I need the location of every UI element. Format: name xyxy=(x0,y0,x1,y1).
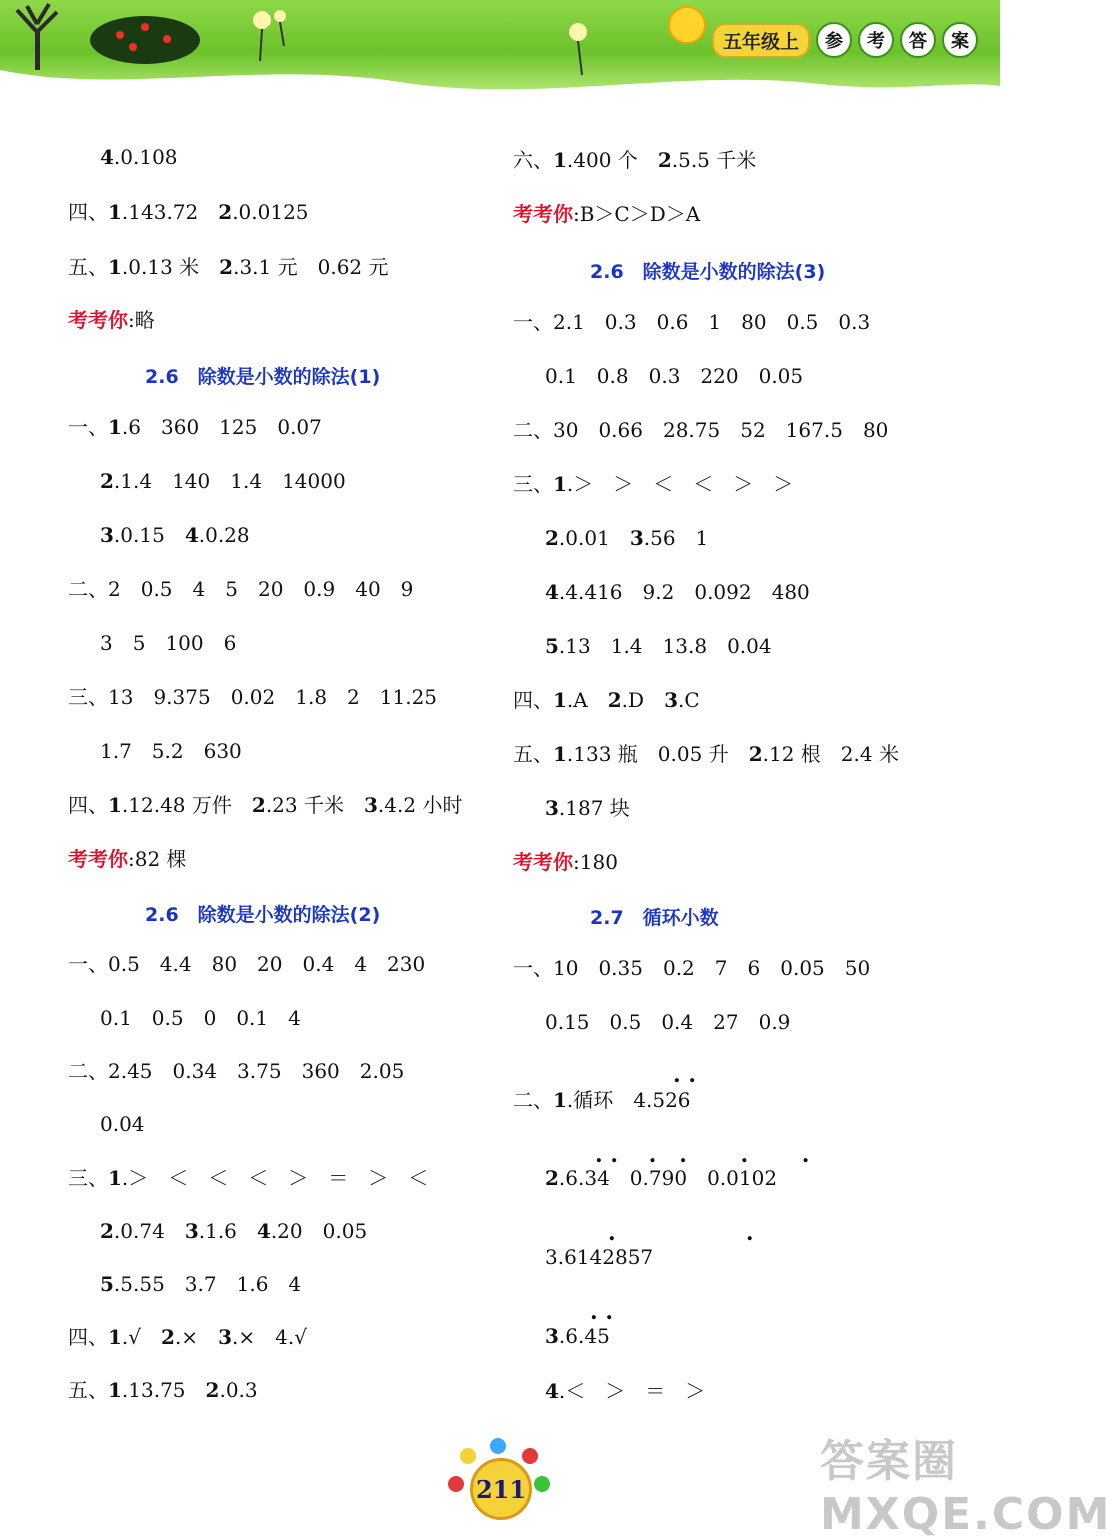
answer-line xyxy=(68,577,413,601)
question-group-label: 二、 xyxy=(68,577,108,601)
question-group-label: 五、 xyxy=(68,1378,108,1402)
answer-line xyxy=(545,634,772,658)
answer-text: .187 块 xyxy=(558,796,630,820)
answer-text: 3.6142857 xyxy=(545,1245,654,1269)
answer-text: .＜ ＞ ＝ ＞ xyxy=(558,1379,706,1403)
answer-text: .× xyxy=(174,1325,219,1349)
title-char: 参 xyxy=(816,22,852,58)
answer-line xyxy=(513,418,888,442)
question-number: 1 xyxy=(108,1378,122,1402)
answer-text: 10 0.35 0.2 7 6 0.05 50 xyxy=(553,956,871,980)
question-number: 2 xyxy=(218,200,233,224)
answer-text: 0.1 0.8 0.3 220 0.05 xyxy=(545,364,804,388)
answer-line xyxy=(513,1088,691,1112)
question-group-label: 一、 xyxy=(68,952,108,976)
answer-text: .0.108 xyxy=(113,145,178,169)
answer-text: .0.0125 xyxy=(232,200,309,224)
answer-line xyxy=(100,1006,301,1030)
question-number: 2 xyxy=(607,688,622,712)
answer-line xyxy=(513,148,756,172)
answer-text: 2 0.5 4 5 20 0.9 40 9 xyxy=(108,577,414,601)
recurring-dots: . . xyxy=(590,1299,613,1325)
answer-line xyxy=(545,526,708,550)
answer-text: .5.5 千米 xyxy=(671,148,757,172)
question-number: 4 xyxy=(545,580,559,604)
answer-line xyxy=(100,631,236,655)
answer-text: .6.45 xyxy=(558,1324,610,1348)
question-number: 2 xyxy=(100,469,114,493)
answer-text: .3.1 元 0.62 元 xyxy=(233,255,389,279)
section-heading: 2.6 除数是小数的除法(1) xyxy=(145,366,381,388)
answer-line xyxy=(68,1325,307,1349)
question-group-label: 三、 xyxy=(68,1166,108,1190)
answer-text: .400 个 xyxy=(566,148,658,172)
watermark-logo: 答案圈 MXQE.COM xyxy=(820,1436,1111,1540)
answer-line xyxy=(68,255,389,279)
challenge-answer xyxy=(68,308,155,332)
question-group-label: 五、 xyxy=(68,255,108,279)
title-char: 答 xyxy=(900,22,936,58)
answer-line xyxy=(545,1379,705,1403)
answer-text: 0.15 0.5 0.4 27 0.9 xyxy=(545,1010,791,1034)
challenge-value: :略 xyxy=(128,308,155,332)
answer-line xyxy=(545,1166,777,1190)
question-number: 2 xyxy=(205,1378,220,1402)
answer-line xyxy=(513,742,899,766)
section-heading: 2.6 除数是小数的除法(3) xyxy=(590,261,826,283)
answer-text: .0.3 xyxy=(219,1378,258,1402)
recurring-dots: . . xyxy=(673,1062,696,1088)
answer-line xyxy=(100,739,242,763)
answer-text: 1.7 5.2 630 xyxy=(100,739,242,763)
question-number: 2 xyxy=(251,793,266,817)
recurring-dots: . . xyxy=(608,1220,754,1246)
answer-line xyxy=(68,952,425,976)
answer-line xyxy=(545,364,803,388)
challenge-value: :82 棵 xyxy=(128,847,187,871)
answer-text: .56 1 xyxy=(643,526,709,550)
question-number: 3 xyxy=(100,523,114,547)
title-char: 考 xyxy=(858,22,894,58)
answer-line xyxy=(545,1324,610,1348)
answer-text: .0.74 xyxy=(113,1219,185,1243)
answer-text: .133 瓶 0.05 升 xyxy=(566,742,749,766)
wheel-seat-icon xyxy=(460,1448,476,1464)
answer-text: 0.5 4.4 80 20 0.4 4 230 xyxy=(108,952,426,976)
answer-text: .C xyxy=(677,688,700,712)
flower-icon xyxy=(240,6,300,66)
question-group-label: 四、 xyxy=(68,793,108,817)
wheel-seat-icon xyxy=(448,1476,464,1492)
answer-line xyxy=(68,415,322,439)
question-number: 5 xyxy=(100,1272,114,1296)
question-number: 2 xyxy=(100,1219,114,1243)
question-number: 1 xyxy=(553,148,567,172)
answer-line xyxy=(545,1245,653,1269)
title-char: 案 xyxy=(942,22,978,58)
question-group-label: 二、 xyxy=(513,1088,553,1112)
answer-text: .0.28 xyxy=(198,523,250,547)
section-heading: 2.7 循环小数 xyxy=(590,907,719,929)
question-number: 3 xyxy=(545,796,559,820)
flower-icon xyxy=(560,20,600,80)
answer-text: 0.04 xyxy=(100,1112,145,1136)
answer-text: .4.2 小时 xyxy=(377,793,463,817)
answer-text: .1.6 xyxy=(198,1219,257,1243)
answer-text: .0.13 米 xyxy=(121,255,220,279)
answer-text: .0.01 xyxy=(558,526,630,550)
question-number: 2 xyxy=(219,255,234,279)
question-number: 1 xyxy=(108,793,122,817)
recurring-dots: . . . . . . xyxy=(595,1142,810,1168)
answer-line xyxy=(100,1112,145,1136)
question-number: 3 xyxy=(364,793,378,817)
banner-wave-decoration xyxy=(0,60,1000,105)
grade-label: 五年级上 xyxy=(712,23,810,58)
answer-text: .D xyxy=(621,688,665,712)
answer-line xyxy=(68,685,437,709)
answer-title xyxy=(712,22,978,58)
question-group-label: 四、 xyxy=(68,1325,108,1349)
answer-text: .1.4 140 1.4 14000 xyxy=(113,469,346,493)
answer-line xyxy=(100,145,178,169)
answer-text: .6 360 125 0.07 xyxy=(121,415,322,439)
question-number: 1 xyxy=(108,255,122,279)
answer-text: 0.1 0.5 0 0.1 4 xyxy=(100,1006,301,1030)
question-group-label: 四、 xyxy=(513,688,553,712)
answer-line xyxy=(513,310,870,334)
question-number: 1 xyxy=(108,1166,122,1190)
question-number: 4 xyxy=(256,1219,271,1243)
answer-line xyxy=(513,688,700,712)
question-number: 4 xyxy=(184,523,199,547)
answer-text: .√ xyxy=(121,1325,162,1349)
answer-text: .13.75 xyxy=(121,1378,206,1402)
challenge-answer xyxy=(513,202,700,226)
question-number: 1 xyxy=(553,742,567,766)
question-group-label: 一、 xyxy=(513,956,553,980)
question-group-label: 五、 xyxy=(513,742,553,766)
answer-line xyxy=(513,472,793,496)
question-number: 2 xyxy=(545,526,559,550)
wheel-seat-icon xyxy=(490,1438,506,1454)
answer-text: 3 5 100 6 xyxy=(100,631,237,655)
challenge-answer xyxy=(513,850,618,874)
question-number: 3 xyxy=(218,1325,232,1349)
answer-text: .4.416 9.2 0.092 480 xyxy=(558,580,810,604)
bush-icon xyxy=(85,5,205,65)
question-number: 1 xyxy=(553,1088,567,1112)
question-number: 2 xyxy=(748,742,763,766)
question-group-label: 三、 xyxy=(68,685,108,709)
answer-text: 30 0.66 28.75 52 167.5 80 xyxy=(553,418,889,442)
answer-text: .12.48 万件 xyxy=(121,793,252,817)
answer-line xyxy=(100,523,250,547)
answer-line xyxy=(545,796,630,820)
answer-text: .＞ ＞ ＜ ＜ ＞ ＞ xyxy=(566,472,794,496)
tree-icon xyxy=(5,2,75,72)
challenge-value: :180 xyxy=(573,850,618,874)
question-number: 5 xyxy=(545,634,559,658)
question-number: 1 xyxy=(108,415,122,439)
answer-text: .12 根 2.4 米 xyxy=(762,742,899,766)
question-number: 2 xyxy=(545,1166,559,1190)
page-number: 211 xyxy=(470,1458,532,1520)
question-number: 2 xyxy=(161,1325,175,1349)
answer-line xyxy=(68,200,309,224)
question-group-label: 二、 xyxy=(513,418,553,442)
answer-text: .× 4.√ xyxy=(232,1325,307,1349)
question-number: 4 xyxy=(545,1379,559,1403)
challenge-answer xyxy=(68,847,187,871)
wheel-seat-icon xyxy=(522,1448,538,1464)
answer-text: 2.1 0.3 0.6 1 80 0.5 0.3 xyxy=(553,310,871,334)
question-number: 3 xyxy=(184,1219,199,1243)
section-heading: 2.6 除数是小数的除法(2) xyxy=(145,904,381,926)
challenge-value: :B＞C＞D＞A xyxy=(573,202,701,226)
challenge-label: 考考你 xyxy=(68,847,128,871)
question-group-label: 三、 xyxy=(513,472,553,496)
question-number: 1 xyxy=(553,472,567,496)
challenge-label: 考考你 xyxy=(513,202,573,226)
answer-line xyxy=(68,793,462,817)
answer-text: .0.15 xyxy=(113,523,185,547)
answer-line xyxy=(100,469,346,493)
question-number: 1 xyxy=(553,688,567,712)
watermark xyxy=(820,1425,1111,1540)
answer-text: .循环 4.526 xyxy=(566,1088,691,1112)
question-group-label: 一、 xyxy=(68,415,108,439)
question-number: 1 xyxy=(108,200,122,224)
wheel-seat-icon xyxy=(534,1476,550,1492)
question-group-label: 一、 xyxy=(513,310,553,334)
question-number: 3 xyxy=(664,688,678,712)
question-group-label: 六、 xyxy=(513,148,553,172)
challenge-label: 考考你 xyxy=(68,308,128,332)
answer-line xyxy=(68,1059,404,1083)
answer-text: 2.45 0.34 3.75 360 2.05 xyxy=(108,1059,405,1083)
question-number: 3 xyxy=(545,1324,559,1348)
answer-text: .6.34 0.790 0.0102 xyxy=(558,1166,778,1190)
sun-icon xyxy=(668,6,706,44)
answer-text: .＞ ＜ ＜ ＜ ＞ ＝ ＞ ＜ xyxy=(121,1166,429,1190)
question-group-label: 四、 xyxy=(68,200,108,224)
answer-line xyxy=(100,1272,301,1296)
question-group-label: 二、 xyxy=(68,1059,108,1083)
question-number: 2 xyxy=(657,148,672,172)
answer-line xyxy=(100,1219,367,1243)
answer-line xyxy=(545,580,810,604)
answer-text: .5.55 3.7 1.6 4 xyxy=(113,1272,302,1296)
question-number: 1 xyxy=(108,1325,122,1349)
answer-text: .A xyxy=(566,688,608,712)
question-number: 3 xyxy=(629,526,644,550)
answer-line xyxy=(513,956,870,980)
challenge-label: 考考你 xyxy=(513,850,573,874)
question-number: 4 xyxy=(100,145,114,169)
header-banner xyxy=(0,0,1000,95)
answer-text: .143.72 xyxy=(121,200,219,224)
answer-text: .23 千米 xyxy=(265,793,364,817)
answer-text: .20 0.05 xyxy=(270,1219,368,1243)
answer-text: .13 1.4 13.8 0.04 xyxy=(558,634,772,658)
answer-text: 13 9.375 0.02 1.8 2 11.25 xyxy=(108,685,438,709)
answer-line xyxy=(545,1010,790,1034)
answer-line xyxy=(68,1166,428,1190)
answer-line xyxy=(68,1378,258,1402)
